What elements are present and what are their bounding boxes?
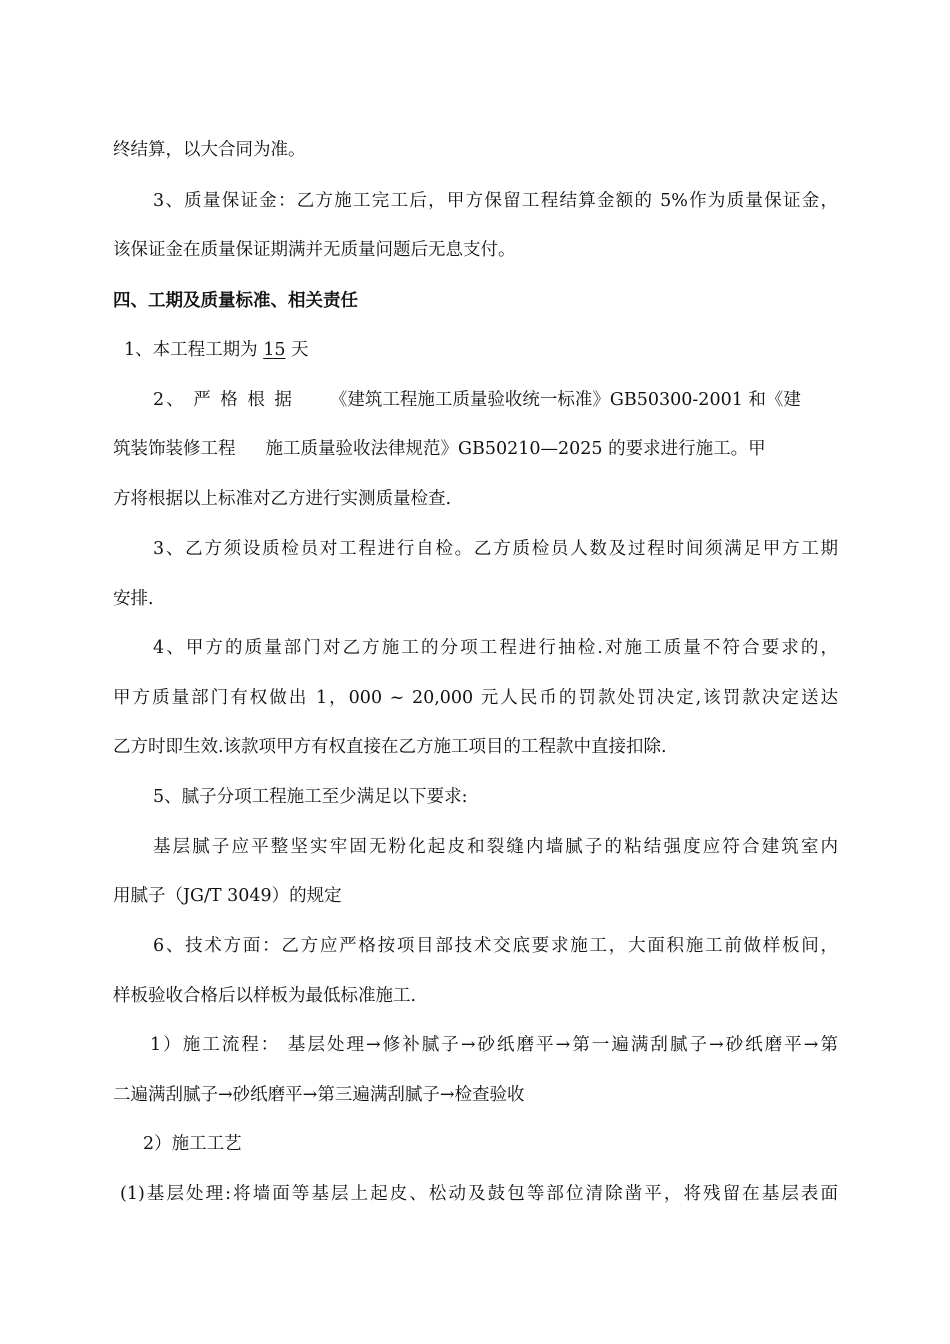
item-text: 4、甲方的质量部门对乙方施工的分项工程进行抽检.对施工质量不符合要求的，: [153, 638, 838, 658]
item-text: 乙方时即生效.该款项甲方有权直接在乙方施工项目的工程款中直接扣除.: [113, 737, 667, 757]
paragraph-text: 终结算，以大合同为准。: [113, 140, 306, 160]
item-technical-line1: [153, 934, 838, 960]
item-penalty-line1: [153, 636, 838, 662]
item-inspector-line1: [153, 537, 838, 563]
item-text: 2、 严 格 根 据: [153, 390, 294, 410]
item-putty-line2: [153, 835, 838, 861]
duration-days: 15: [263, 340, 286, 360]
paragraph-settlement: [113, 138, 853, 164]
item-inspector-line2: [113, 587, 853, 613]
section-heading: [113, 289, 853, 315]
item-text: 3、乙方须设质检员对工程进行自检。乙方质检员人数及过程时间须满足甲方工期: [153, 539, 838, 559]
sub-text: 二遍满刮腻子→砂纸磨平→第三遍满刮腻子→检查验收: [113, 1085, 525, 1105]
item-text: 基层腻子应平整坚实牢固无粉化起皮和裂缝内墙腻子的粘结强度应符合建筑室内: [153, 837, 838, 857]
sub-process-line2: [113, 1083, 853, 1109]
item-text: 1、本工程工期为: [124, 340, 264, 360]
item-standard-line1: [153, 388, 843, 414]
sub-heading-text: 2）施工工艺: [143, 1134, 242, 1154]
item-text: 天: [285, 340, 309, 360]
item-putty-line1: [153, 785, 843, 811]
sub-process-line1: [150, 1033, 838, 1059]
item-text: 筑装饰装修工程: [113, 439, 236, 459]
item-text: 施工质量验收法律规范》GB50210—2025 的要求进行施工。甲: [265, 439, 766, 459]
sub-base-treatment-line1: [120, 1182, 838, 1208]
item-text: 用腻子（JG/T 3049）的规定: [113, 886, 342, 906]
item-text: 6、技术方面：乙方应严格按项目部技术交底要求施工，大面积施工前做样板间，: [153, 936, 838, 956]
sub-craft-heading: [143, 1132, 843, 1158]
section-heading-text: 四、工期及质量标准、相关责任: [113, 291, 358, 311]
item-duration: [124, 338, 844, 364]
sub-text: (1)基层处理:将墙面等基层上起皮、松动及鼓包等部位清除凿平，将残留在基层表面: [120, 1184, 838, 1204]
item-text: 5、腻子分项工程施工至少满足以下要求:: [153, 787, 468, 807]
item-text: 《建筑工程施工质量验收统一标准》GB50300-2001 和《建: [329, 390, 801, 410]
item-standard-line3: [113, 487, 853, 513]
paragraph-warranty-line1: [153, 189, 838, 215]
paragraph-warranty-line2: [113, 238, 853, 264]
item-text: 样板验收合格后以样板为最低标准施工.: [113, 986, 417, 1006]
item-standard-line2: [113, 437, 853, 463]
item-penalty-line2: [113, 686, 838, 712]
item-text: 甲方质量部门有权做出 1，000 ~ 20,000 元人民币的罚款处罚决定,该罚款决定送达: [113, 688, 838, 708]
item-technical-line2: [113, 984, 853, 1010]
sub-text: 1）施工流程： 基层处理→修补腻子→砂纸磨平→第一遍满刮腻子→砂纸磨平→第: [150, 1035, 838, 1055]
item-text: 方将根据以上标准对乙方进行实测质量检查.: [113, 489, 452, 509]
item-penalty-line3: [113, 735, 853, 761]
item-text: 安排.: [113, 589, 154, 609]
paragraph-text: 该保证金在质量保证期满并无质量问题后无息支付。: [113, 240, 516, 260]
paragraph-text: 3、质量保证金：乙方施工完工后，甲方保留工程结算金额的 5%作为质量保证金，: [153, 191, 838, 211]
item-putty-line3: [113, 884, 853, 910]
